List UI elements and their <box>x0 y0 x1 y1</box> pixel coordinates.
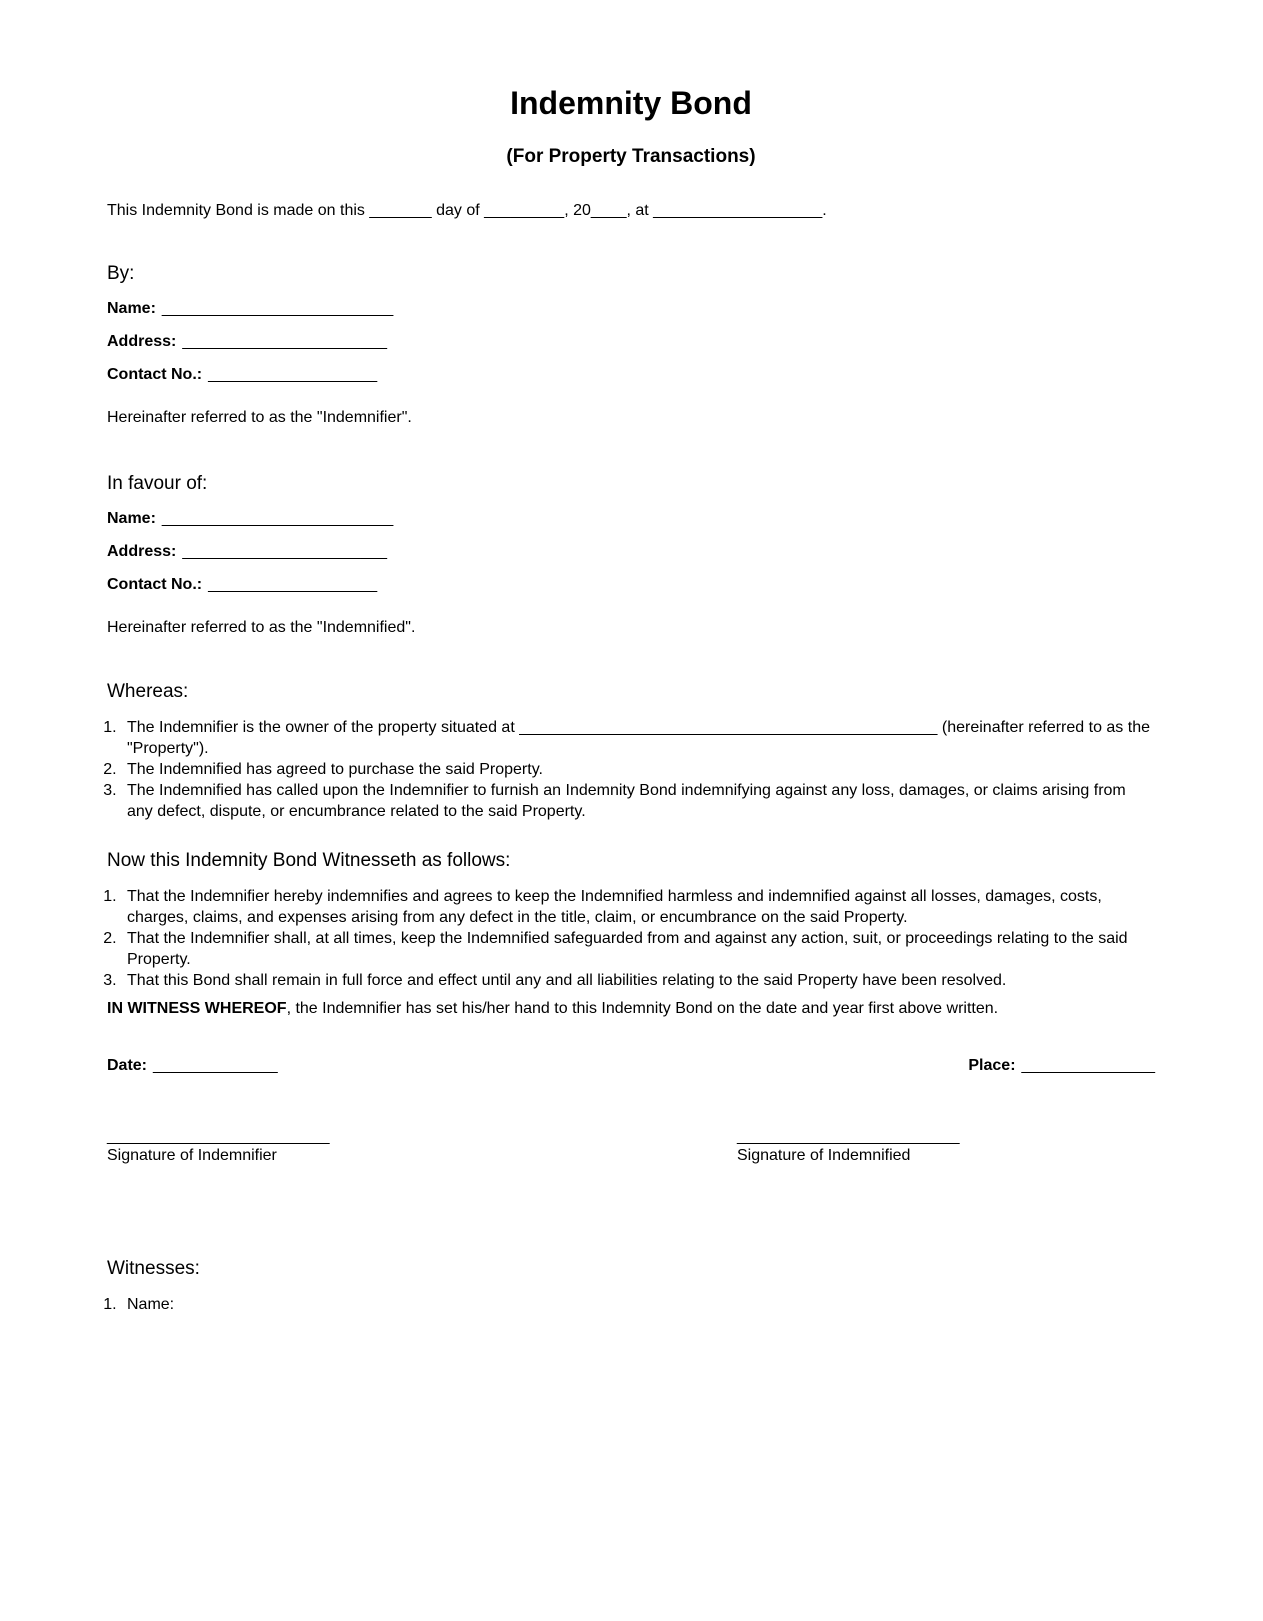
field-blank-name: __________________________ <box>161 300 394 317</box>
date-blank: ______________ <box>153 1057 278 1074</box>
document-title: Indemnity Bond <box>510 85 752 121</box>
field-label-name: Name: <box>107 300 156 317</box>
field-blank-contact: ___________________ <box>208 366 378 383</box>
signature-block-indemnifier <box>107 1127 737 1165</box>
field-row-by-name <box>107 299 1155 318</box>
field-label-contact: Contact No.: <box>107 576 203 593</box>
section-heading-witnesses: Witnesses: <box>107 1258 200 1279</box>
signature-label-indemnified: Signature of Indemnified <box>737 1147 911 1164</box>
witnesseth-item: 1. That the Indemnifier hereby indemnifies and agrees to keep the Indemnified harmless and indemnified against all losses, damages, costs, charges, claims, and expenses arising from any defect in the title, claim, or encumbrance on the said Property. <box>121 886 1155 928</box>
document-subtitle: (For Property Transactions) <box>506 146 756 167</box>
field-row-favour-contact <box>107 575 1155 594</box>
document-page <box>0 85 1263 1386</box>
date-field <box>107 1056 278 1075</box>
section-heading-whereas: Whereas: <box>107 681 189 702</box>
witness-whereof-paragraph <box>107 999 1155 1018</box>
date-label: Date: <box>107 1057 148 1074</box>
witnesses-item-name: 1. Name: <box>121 1294 1155 1315</box>
field-label-address: Address: <box>107 543 177 560</box>
field-blank-contact: ___________________ <box>208 576 378 593</box>
whereas-list <box>107 717 1155 822</box>
witnesseth-list <box>107 886 1155 991</box>
witness-whereof-lead: IN WITNESS WHEREOF <box>107 1000 287 1017</box>
whereas-item: 1. The Indemnifier is the owner of the property situated at _______________________________________________ (hereinafter referred to as the "Property"). <box>121 717 1155 759</box>
signature-label-indemnifier: Signature of Indemnifier <box>107 1147 277 1164</box>
section-heading-in-favour-of: In favour of: <box>107 473 208 494</box>
place-label: Place: <box>968 1057 1016 1074</box>
field-row-favour-address <box>107 542 1155 561</box>
field-label-address: Address: <box>107 333 177 350</box>
field-label-name: Name: <box>107 510 156 527</box>
witness-whereof-text: , the Indemnifier has set his/her hand to this Indemnity Bond on the date and year first above written. <box>286 1000 999 1017</box>
field-blank-address: _______________________ <box>182 543 388 560</box>
signature-block-indemnified <box>737 1127 1155 1165</box>
date-place-row <box>107 1056 1155 1075</box>
section-heading-witnesseth: Now this Indemnity Bond Witnesseth as follows: <box>107 850 511 871</box>
place-blank: _______________ <box>1021 1057 1155 1074</box>
signature-line-indemnified: _________________________ <box>737 1128 960 1145</box>
field-blank-name: __________________________ <box>161 510 394 527</box>
whereas-item: 2. The Indemnified has agreed to purchase the said Property. <box>121 759 1155 780</box>
signature-line-indemnifier: _________________________ <box>107 1128 330 1145</box>
field-row-favour-name <box>107 509 1155 528</box>
field-row-by-contact <box>107 365 1155 384</box>
place-field <box>968 1056 1155 1075</box>
field-blank-address: _______________________ <box>182 333 388 350</box>
field-label-contact: Contact No.: <box>107 366 203 383</box>
witnesseth-item: 2. That the Indemnifier shall, at all times, keep the Indemnified safeguarded from and against any action, suit, or proceedings relating to the said Property. <box>121 928 1155 970</box>
witnesseth-item: 3. That this Bond shall remain in full force and effect until any and all liabilities relating to the said Property have been resolved. <box>121 970 1155 991</box>
section-heading-by: By: <box>107 263 135 284</box>
whereas-item: 3. The Indemnified has called upon the Indemnifier to furnish an Indemnity Bond indemnifying against any loss, damages, or claims arising from any defect, dispute, or encumbrance related to the said Property. <box>121 780 1155 822</box>
indemnifier-note: Hereinafter referred to as the "Indemnifier". <box>107 409 412 426</box>
witnesses-list <box>107 1294 1155 1315</box>
indemnified-note: Hereinafter referred to as the "Indemnified". <box>107 619 416 636</box>
signature-row <box>107 1127 1155 1165</box>
intro-paragraph: This Indemnity Bond is made on this _______ day of _________, 20____, at ___________________. <box>107 202 827 219</box>
field-row-by-address <box>107 332 1155 351</box>
